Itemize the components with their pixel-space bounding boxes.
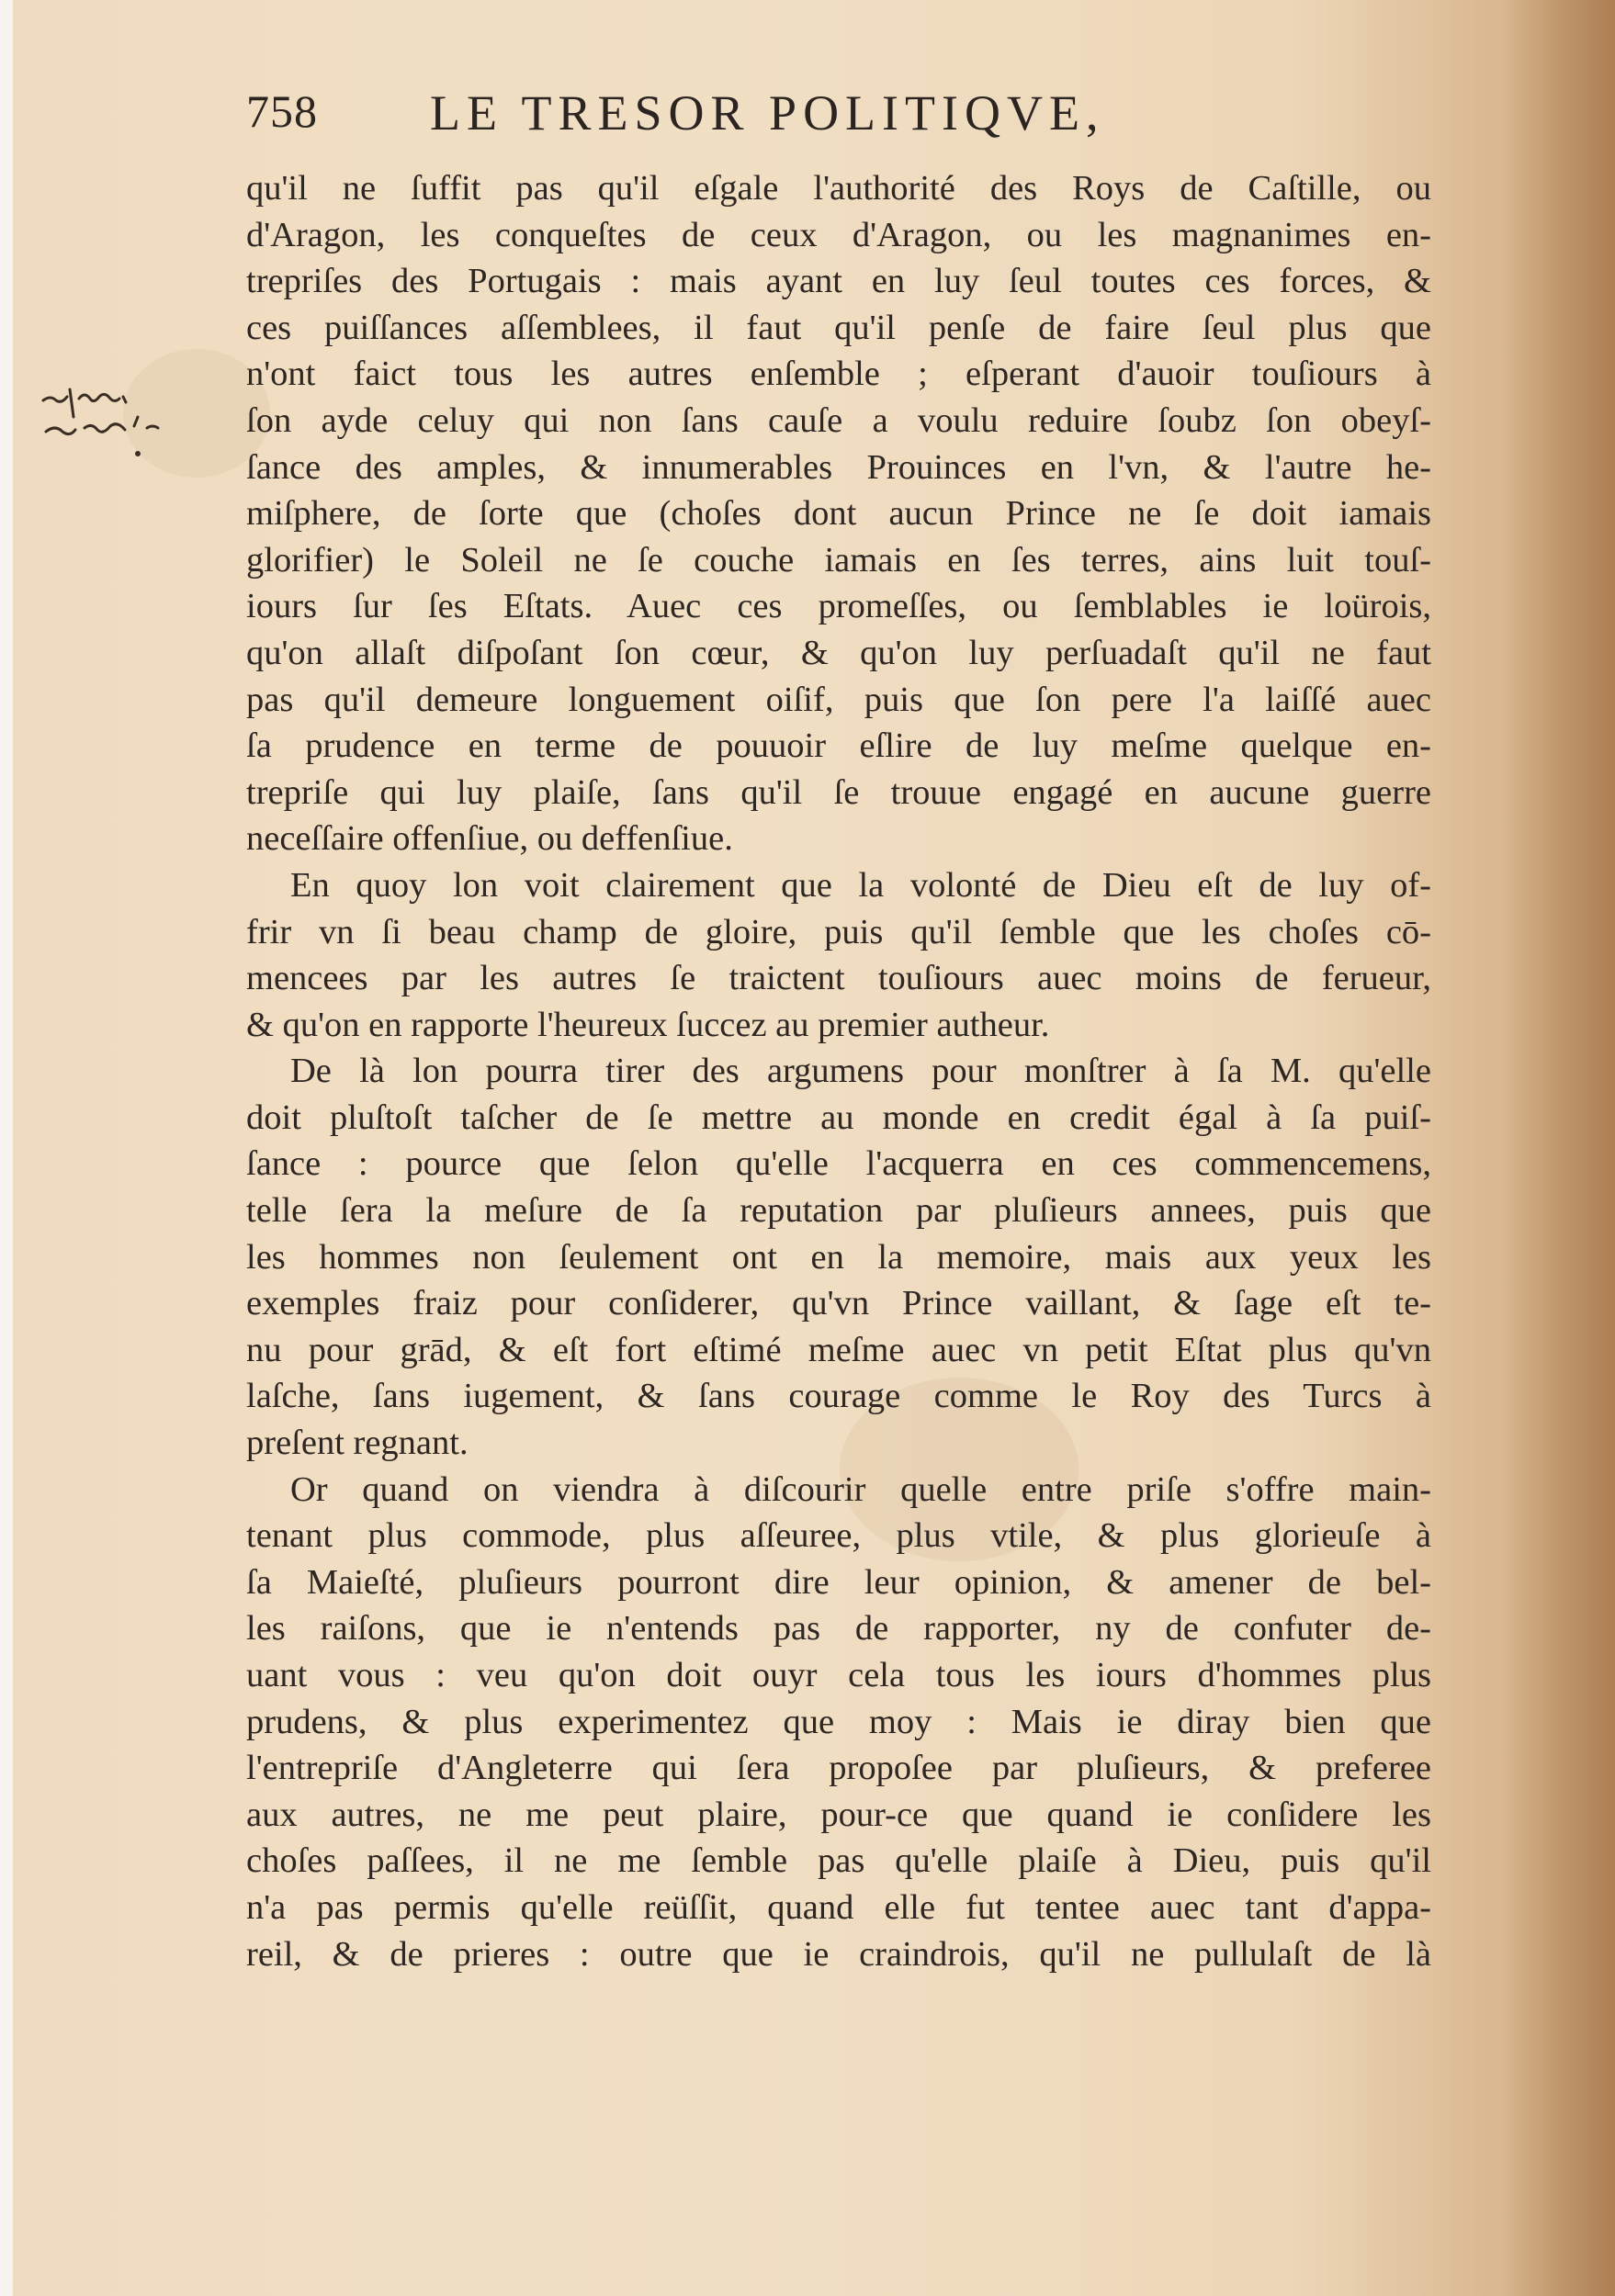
text-line: Or quand on viendra à diſcourir quelle entre priſe s'offre main-	[290, 1469, 1431, 1509]
text-line: doit pluſtoſt taſcher de ſe mettre au monde en credit égal à ſa puiſ-	[246, 1097, 1431, 1137]
text-line: reil, & de prieres : outre que ie craindrois, qu'il ne pullulaſt de là	[246, 1934, 1431, 1974]
text-line: n'a pas permis qu'elle reüſſit, quand elle fut tentee auec tant d'appa-	[246, 1887, 1431, 1927]
text-line: mencees par les autres ſe traictent touſiours auec moins de ferueur,	[246, 959, 1431, 998]
text-line: l'entrepriſe d'Angleterre qui ſera propoſee par pluſieurs, & preferee	[246, 1749, 1431, 1788]
text-line: les raiſons, que ie n'entends pas de rapporter, ny de confuter de-	[246, 1609, 1431, 1649]
body-text	[246, 165, 1431, 1977]
text-line: tenant plus commode, plus aſſeuree, plus vtile, & plus glorieuſe à	[246, 1516, 1431, 1556]
text-line: pas qu'il demeure longuement oiſif, puis que ſon pere l'a laiſſé auec	[246, 680, 1431, 719]
text-line: preſent regnant.	[246, 1424, 469, 1463]
text-line: De là lon pourra tirer des argumens pour monſtrer à ſa M. qu'elle	[290, 1052, 1431, 1091]
text-line: laſche, ſans iugement, & ſans courage comme le Roy des Turcs à	[246, 1377, 1431, 1416]
text-line: n'ont faict tous les autres enſemble ; eſperant d'auoir touſiours à	[246, 355, 1431, 394]
text-line: miſphere, de ſorte que (choſes dont aucun Prince ne ſe doit iamais	[246, 494, 1431, 534]
text-line: d'Aragon, les conqueſtes de ceux d'Aragon, ou les magnanimes en-	[246, 215, 1431, 254]
text-line: exemples fraiz pour conſiderer, qu'vn Prince vaillant, & ſage eſt te-	[246, 1284, 1431, 1323]
text-line: les hommes non ſeulement ont en la memoire, mais aux yeux les	[246, 1237, 1431, 1277]
marginal-handwriting	[39, 375, 222, 457]
running-title: LE TRESOR POLITIQVE,	[430, 85, 1105, 141]
text-line: trepriſe qui luy plaiſe, ſans qu'il ſe trouue engagé en aucune guerre	[246, 772, 1431, 812]
text-line: ſa Maieſté, pluſieurs pourront dire leur opinion, & amener de bel-	[246, 1562, 1431, 1602]
text-line: trepriſes des Portugais : mais ayant en luy ſeul toutes ces forces, &	[246, 262, 1431, 301]
text-line: choſes paſſees, il ne me ſemble pas qu'elle plaiſe à Dieu, puis qu'il	[246, 1841, 1431, 1881]
text-line: En quoy lon voit clairement que la volonté de Dieu eſt de luy of-	[290, 865, 1431, 905]
text-line: telle ſera la meſure de ſa reputation par pluſieurs annees, puis que	[246, 1191, 1431, 1231]
text-line: uant vous : veu qu'on doit ouyr cela tous les iours d'hommes plus	[246, 1656, 1431, 1694]
text-line: neceſſaire offenſiue, ou deffenſiue.	[246, 819, 733, 859]
text-line: ſa prudence en terme de pouuoir eſlire de luy meſme quelque en-	[246, 726, 1431, 766]
text-line: ces puiſſances aſſemblees, il faut qu'il penſe de faire ſeul plus que	[246, 308, 1431, 347]
text-line: prudens, & plus experimentez que moy : Mais ie diray bien que	[246, 1702, 1431, 1741]
text-line: ſance des amples, & innumerables Prouinces en l'vn, & l'autre he-	[246, 447, 1431, 487]
text-line: aux autres, ne me peut plaire, pour-ce que quand ie conſidere les	[246, 1795, 1431, 1834]
text-line: ſon ayde celuy qui non ſans cauſe a voulu reduire ſoubz ſon obeyſ-	[246, 400, 1431, 440]
text-line: qu'il ne ſuffit pas qu'il eſgale l'authorité des Roys de Caſtille, ou	[246, 169, 1431, 208]
page-header	[246, 84, 1440, 149]
text-line: & qu'on en rapporte l'heureux ſuccez au premier autheur.	[246, 1005, 1050, 1044]
text-line: glorifier) le Soleil ne ſe couche iamais en ſes terres, ains luit touſ-	[246, 540, 1431, 580]
text-line: nu pour grād, & eſt fort eſtimé meſme auec vn petit Eſtat plus qu'vn	[246, 1330, 1431, 1369]
page-number: 758	[246, 85, 318, 137]
text-line: frir vn ſi beau champ de gloire, puis qu'il ſemble que les choſes cō-	[246, 912, 1431, 951]
text-line: iours ſur ſes Eſtats. Auec ces promeſſes, ou ſemblables ie loürois,	[246, 587, 1431, 626]
text-line: qu'on allaſt diſpoſant ſon cœur, & qu'on luy perſuadaſt qu'il ne faut	[246, 633, 1431, 672]
text-line: ſance : pource que ſelon qu'elle l'acquerra en ces commencemens,	[246, 1144, 1431, 1184]
